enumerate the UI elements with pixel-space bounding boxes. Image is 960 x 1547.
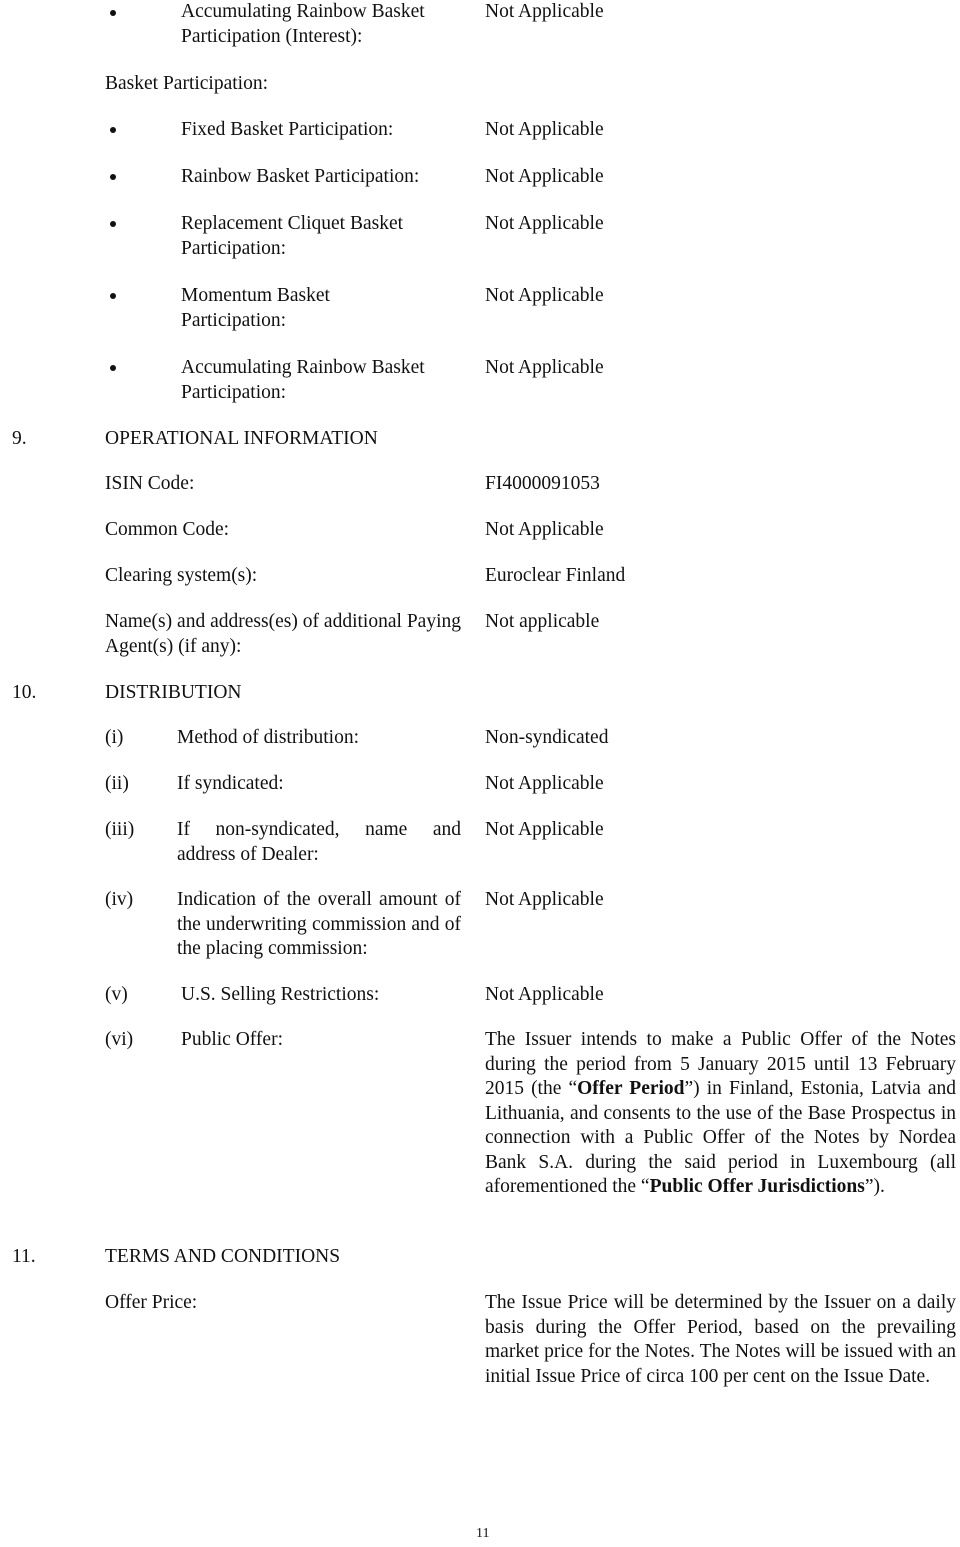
bullet-icon	[110, 365, 116, 371]
section-title: OPERATIONAL INFORMATION	[105, 428, 378, 449]
section-title: TERMS AND CONDITIONS	[105, 1246, 341, 1267]
field-label: If syndicated:	[177, 773, 284, 794]
offer-price-text: The Issue Price will be determined by the Issuer on a daily basis during the Offer Period, based on the prevailing market price for the Notes. The Notes will be issued with an initial Issue Price of circa 100 per cent on the Issue Date.	[485, 1292, 956, 1387]
field-value: Not Applicable	[485, 357, 604, 378]
field-value: Not applicable	[485, 611, 600, 632]
section-number: 9.	[12, 428, 27, 449]
public-offer-text-3: ”).	[864, 1176, 885, 1197]
bullet-icon	[110, 221, 116, 227]
item-number: (iii)	[105, 819, 135, 840]
public-offer-jurisdictions-term: Public Offer Jurisdictions	[649, 1176, 865, 1197]
field-value: FI4000091053	[485, 473, 600, 494]
field-label: Indication of the overall amount of the underwriting commission and of the placing commission:	[177, 889, 461, 959]
bullet-icon	[110, 10, 116, 16]
item-number: (ii)	[105, 773, 129, 794]
offer-period-term: Offer Period	[577, 1078, 685, 1099]
field-label: Accumulating Rainbow Basket Participation:	[181, 357, 425, 403]
item-number: (iv)	[105, 889, 134, 910]
field-value: Not Applicable	[485, 119, 604, 140]
section-number: 10.	[12, 682, 37, 703]
field-label: Accumulating Rainbow Basket Participation (Interest):	[181, 1, 425, 47]
bullet-icon	[110, 174, 116, 180]
field-label: Rainbow Basket Participation:	[181, 166, 420, 187]
item-number: (vi)	[105, 1029, 134, 1050]
field-value: Euroclear Finland	[485, 565, 626, 586]
field-value: Not Applicable	[485, 819, 604, 840]
field-label: If non-syndicated, name and address of Dealer:	[177, 819, 461, 865]
field-label: Public Offer:	[181, 1029, 283, 1050]
public-offer-text-2: ”) in Finland, Estonia, Latvia and Lithuania, and consents to the use of the Base Prospectus in connection with a Public Offer of the Notes by Nordea Bank S.A. during the said period in Luxembourg (all aforementioned the “	[485, 1078, 956, 1197]
field-label: Replacement Cliquet Basket Participation:	[181, 213, 404, 259]
field-label: ISIN Code:	[105, 473, 195, 494]
page-number: 11	[476, 1526, 490, 1541]
field-value: Not Applicable	[485, 213, 604, 234]
field-label: Common Code:	[105, 519, 230, 540]
field-label: Name(s) and address(es) of additional Paying Agent(s) (if any):	[105, 611, 461, 657]
field-value: Not Applicable	[485, 984, 604, 1005]
public-offer-text-1: The Issuer intends to make a Public Offer of the Notes during the period from 5 January 2015 until 13 February 2015 (the “	[485, 1029, 956, 1099]
field-value: Not Applicable	[485, 1, 604, 22]
bullet-icon	[110, 127, 116, 133]
section-title: DISTRIBUTION	[105, 682, 242, 703]
field-label: U.S. Selling Restrictions:	[181, 984, 380, 1005]
bullet-icon	[110, 293, 116, 299]
field-value: Not Applicable	[485, 166, 604, 187]
field-label: Clearing system(s):	[105, 565, 258, 586]
section-number: 11.	[12, 1246, 36, 1267]
field-label: Momentum Basket Participation:	[181, 285, 330, 331]
field-value: Not Applicable	[485, 889, 604, 910]
item-number: (v)	[105, 984, 128, 1005]
item-number: (i)	[105, 727, 124, 748]
field-value: Non-syndicated	[485, 727, 609, 748]
field-value: Not Applicable	[485, 773, 604, 794]
field-label: Fixed Basket Participation:	[181, 119, 394, 140]
field-value: Not Applicable	[485, 519, 604, 540]
field-label: Offer Price:	[105, 1292, 198, 1313]
field-label: Method of distribution:	[177, 727, 359, 748]
basket-participation-heading: Basket Participation:	[105, 73, 269, 94]
field-value: Not Applicable	[485, 285, 604, 306]
public-offer-text	[485, 1028, 956, 1200]
